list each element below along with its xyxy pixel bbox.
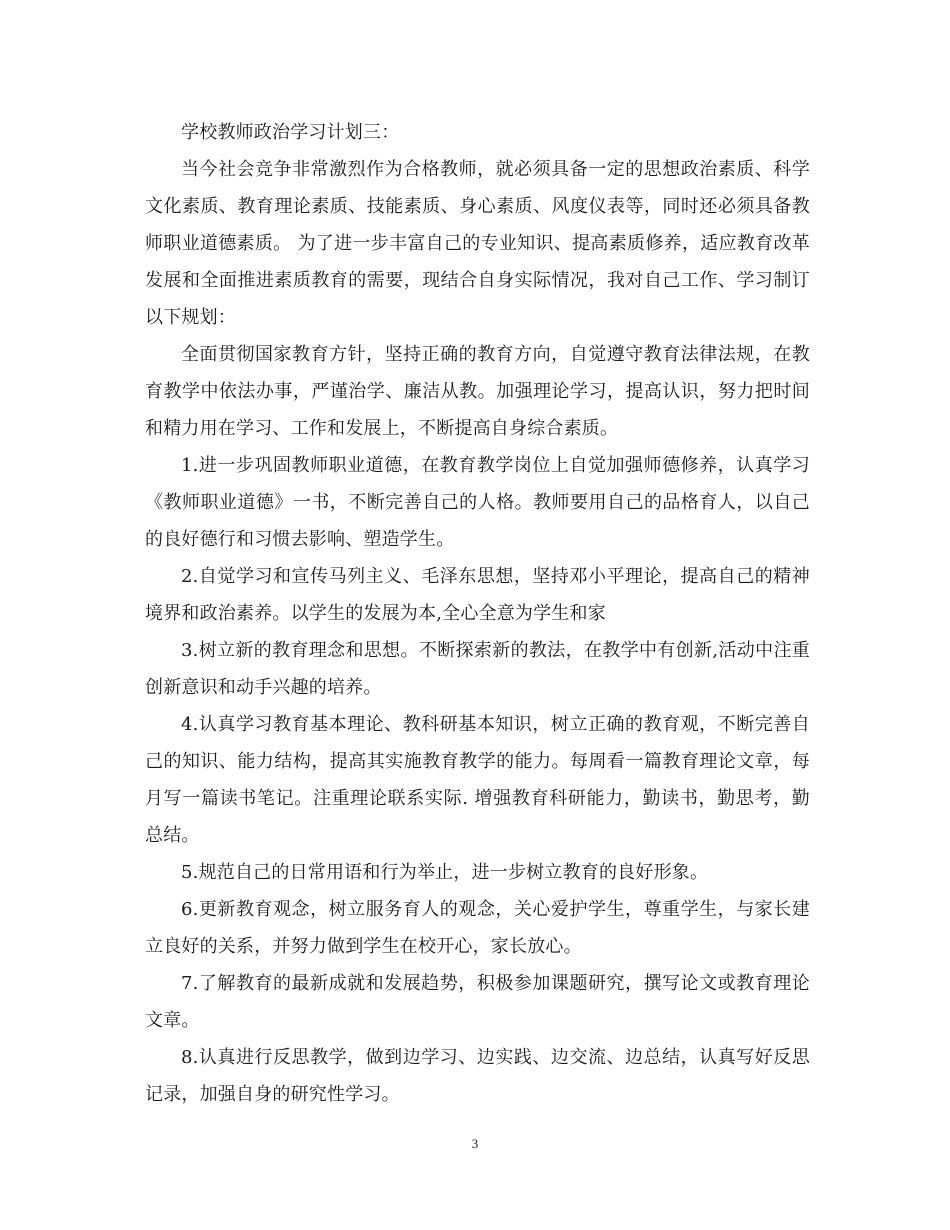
paragraph-intro: 当今社会竞争非常激烈作为合格教师，就必须具备一定的思想政治素质、科学文化素质、教育理论素质、技能素质、身心素质、风度仪表等，同时还必须具备教师职业道德素质。 为了进一步丰富自己的专业知识、提高素质修养，适应教育改革发展和全面推进素质教育的需要，现结合自身实际情况，我对自己工作、学习制订以下规划： [145, 159, 810, 328]
list-item-7: 7.了解教育的最新成就和发展趋势，积极参加课题研究，撰写论文或教育理论文章。 [145, 973, 810, 1031]
list-item-8: 8.认真进行反思教学，做到边学习、边实践、边交流、边总结，认真写好反思记录，加强自身的研究性学习。 [145, 1047, 810, 1105]
list-item-6: 6.更新教育观念，树立服务育人的观念，关心爱护学生，尊重学生，与家长建立良好的关系，并努力做到学生在校开心，家长放心。 [145, 899, 810, 957]
document-heading: 学校教师政治学习计划三： [181, 122, 400, 143]
paragraph-principles: 全面贯彻国家教育方针，坚持正确的教育方向，自觉遵守教育法律法规，在教育教学中依法办事，严谨治学、廉洁从教。加强理论学习，提高认识，努力把时间和精力用在学习、工作和发展上，不断提高自身综合素质。 [145, 344, 810, 439]
list-item-3: 3.树立新的教育理念和思想。不断探索新的教法，在教学中有创新,活动中注重创新意识和动手兴趣的培养。 [145, 640, 810, 698]
list-item-2: 2.自觉学习和宣传马列主义、毛泽东思想，坚持邓小平理论，提高自己的精神境界和政治素养。以学生的发展为本,全心全意为学生和家 [145, 566, 810, 624]
list-item-4: 4.认真学习教育基本理论、教科研基本知识，树立正确的教育观，不断完善自己的知识、能力结构，提高其实施教育教学的能力。每周看一篇教育理论文章，每月写一篇读书笔记。注重理论联系实际. 增强教育科研能力，勤读书，勤思考，勤总结。 [145, 714, 810, 846]
page-number: 3 [471, 1136, 479, 1151]
document-body [145, 114, 810, 1113]
list-item-5: 5.规范自己的日常用语和行为举止，进一步树立教育的良好形象。 [181, 862, 709, 883]
list-item-1: 1.进一步巩固教师职业道德，在教育教学岗位上自觉加强师德修养，认真学习《教师职业道德》一书，不断完善自己的人格。教师要用自己的品格育人，以自己的良好德行和习惯去影响、塑造学生。 [145, 455, 810, 550]
